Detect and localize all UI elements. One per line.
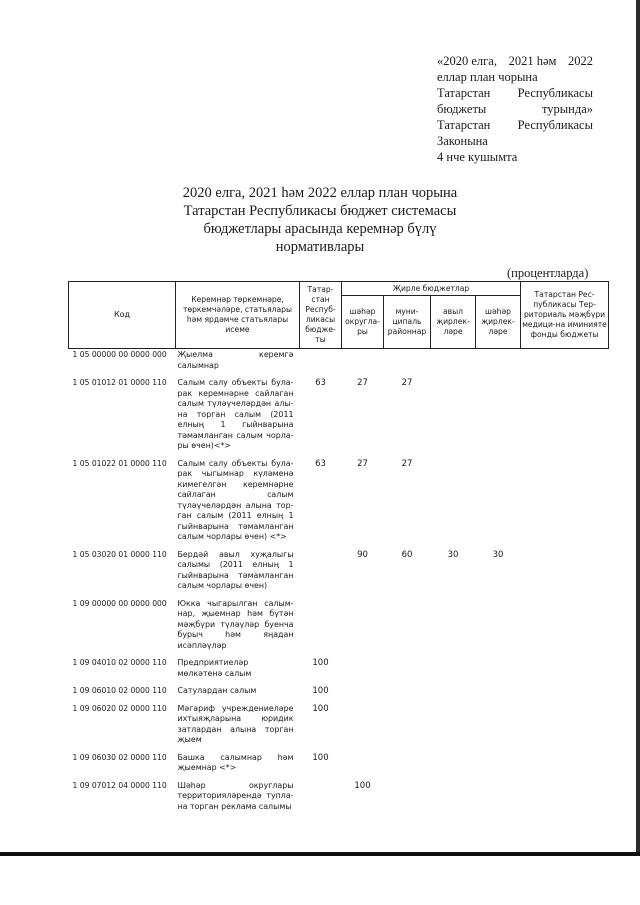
stamp-word: Республикасы xyxy=(517,118,593,132)
code-cell: 1 09 06020 02 0000 110 xyxy=(72,703,167,713)
municipal-value xyxy=(384,779,431,818)
stamp-line xyxy=(437,101,593,117)
name-cell: Бердәй авыл хуҗалыгы салымы (2011 елның 1 гыйнварына тәмамланган салым чорлары өчен) xyxy=(177,549,294,590)
rural-value xyxy=(431,684,476,702)
urban-value xyxy=(476,457,521,548)
urban-value xyxy=(476,751,521,779)
city-okrug-value xyxy=(342,751,384,779)
republic-value: 63 xyxy=(315,378,326,388)
title-line: 2020 елга, 2021 һәм 2022 еллар план чорына xyxy=(182,185,458,201)
medical-value xyxy=(521,597,609,657)
title-line: Татарстан Республикасы бюджет системасы xyxy=(183,203,457,219)
code-cell: 1 05 01012 01 0000 110 xyxy=(72,378,167,387)
header-republic-budget: Татар-стан Респуб-ликасы бюдже-ты xyxy=(300,282,342,349)
table-row xyxy=(69,376,609,457)
stamp-word: 2022 xyxy=(568,54,593,68)
urban-value xyxy=(476,779,521,818)
table-row xyxy=(69,779,609,818)
page-right-edge xyxy=(636,0,640,852)
city-okrug-value: 27 xyxy=(357,378,368,388)
republic-value xyxy=(300,779,342,818)
medical-value xyxy=(521,684,609,702)
urban-value xyxy=(476,702,521,751)
code-cell: 1 05 03020 01 0000 110 xyxy=(72,549,167,559)
medical-value xyxy=(521,349,609,377)
medical-value xyxy=(521,751,609,779)
urban-value xyxy=(476,597,521,657)
name-cell: Салым салу объекты була-рак чыгымнар күләменә кимегелгән керемнәрне сайлаган салым түләүчеләрдән алына тор-ган салым (2011 елның 1 гыйнварына тәмамланган салым чорлары өчен) <*> xyxy=(177,458,294,541)
name-cell: Шәһәр округлары территорияләрендә тупла-на торган реклама салымы xyxy=(177,780,294,811)
medical-value xyxy=(521,702,609,751)
stamp-word: «2020 елга, xyxy=(437,54,497,68)
budget-norms-table xyxy=(68,281,609,817)
table-row xyxy=(69,751,609,779)
municipal-value: 27 xyxy=(401,378,413,388)
medical-value xyxy=(521,376,609,457)
city-okrug-value: 27 xyxy=(357,458,368,469)
header-rural-settlements: авыл җирлек-ләре xyxy=(431,296,476,349)
city-okrug-value: 100 xyxy=(354,780,371,791)
republic-value: 100 xyxy=(312,658,329,668)
medical-value xyxy=(521,779,609,818)
rural-value xyxy=(431,656,476,684)
city-okrug-value xyxy=(342,597,384,657)
rural-value: 30 xyxy=(447,549,459,560)
code-cell: 1 05 01022 01 0000 110 xyxy=(72,458,167,468)
stamp-line xyxy=(437,133,593,149)
page-bottom-edge xyxy=(0,852,640,856)
table-row xyxy=(69,656,609,684)
stamp-word: Законына xyxy=(437,134,488,148)
municipal-value xyxy=(384,702,431,751)
header-code: Код xyxy=(69,282,176,349)
page-title xyxy=(150,184,490,256)
name-cell: Башка салымнар һәм җыемнар <*> xyxy=(177,752,294,772)
header-urban-settlements: шәһәр җирлек-ләре xyxy=(476,296,521,349)
municipal-value xyxy=(384,597,431,657)
rural-value xyxy=(431,597,476,657)
medical-value xyxy=(521,457,609,548)
municipal-value xyxy=(384,349,431,377)
city-okrug-value xyxy=(342,684,384,702)
name-cell: Юкка чыгарылган салым-нар, җыемнар һәм бүтән мәҗбүри түләүләр буенча бурыч һәм яңадан исәпләүләр xyxy=(177,598,294,650)
medical-value xyxy=(521,656,609,684)
title-line: нормативлары xyxy=(275,239,365,255)
rural-value xyxy=(431,376,476,457)
header-city-okrugs: шәһәр округла-ры xyxy=(342,296,384,349)
urban-value: 30 xyxy=(492,549,504,560)
table-row xyxy=(69,597,609,657)
municipal-value: 27 xyxy=(401,458,413,469)
urban-value xyxy=(476,376,521,457)
table-row xyxy=(69,702,609,751)
code-cell: 1 05 00000 00 0000 000 xyxy=(72,350,167,359)
rural-value xyxy=(431,779,476,818)
code-cell: 1 09 00000 00 0000 000 xyxy=(72,598,167,608)
municipal-value xyxy=(384,684,431,702)
municipal-value xyxy=(384,656,431,684)
header-medical-fund: Татарстан Рес-публикасы Тер-риториаль мәҗбүри медици-на иминияте фонды бюджеты xyxy=(521,282,609,349)
republic-value: 63 xyxy=(315,458,326,469)
name-cell: Җыелма керемгә салымнар xyxy=(177,350,294,370)
urban-value xyxy=(476,684,521,702)
stamp-word: 2021 һәм xyxy=(508,54,557,68)
medical-value xyxy=(521,548,609,597)
name-cell: Сатулардан салым xyxy=(177,686,257,695)
table-row xyxy=(69,457,609,548)
republic-value: 100 xyxy=(312,686,329,696)
unit-label: (процентларда) xyxy=(507,266,589,280)
stamp-word: бюджеты xyxy=(437,102,487,116)
law-annex-stamp xyxy=(437,53,593,165)
stamp-word: Татарстан xyxy=(437,118,491,132)
code-cell: 1 09 06030 02 0000 110 xyxy=(72,752,167,762)
municipal-value xyxy=(384,751,431,779)
table-row xyxy=(69,548,609,597)
code-cell: 1 09 07012 04 0000 110 xyxy=(72,780,167,790)
stamp-line xyxy=(437,53,593,69)
city-okrug-value xyxy=(342,349,384,377)
urban-value xyxy=(476,349,521,377)
stamp-line xyxy=(437,149,593,165)
stamp-line xyxy=(437,117,593,133)
rural-value xyxy=(431,457,476,548)
city-okrug-value: 90 xyxy=(357,549,368,560)
city-okrug-value xyxy=(342,702,384,751)
code-cell: 1 09 06010 02 0000 110 xyxy=(72,686,167,695)
header-municipal-districts: муни-ципаль районнар xyxy=(384,296,431,349)
republic-value: 100 xyxy=(312,703,329,714)
stamp-word: 4 нче кушымта xyxy=(437,150,518,164)
city-okrug-value xyxy=(342,656,384,684)
republic-value: 100 xyxy=(312,752,329,763)
stamp-word: Татарстан xyxy=(437,86,491,100)
stamp-word: турында» xyxy=(541,102,593,116)
rural-value xyxy=(431,751,476,779)
header-local-budgets: Җирле бюджетлар xyxy=(342,282,521,296)
header-name: Керемнәр төркемнәре, төркемчәләре, статьялары һәм ярдәмче статьялары исеме xyxy=(176,282,300,349)
rural-value xyxy=(431,349,476,377)
municipal-value: 60 xyxy=(401,549,413,560)
title-line: бюджетлары арасында керемнәр бүлү xyxy=(203,221,437,237)
republic-value xyxy=(300,548,342,597)
name-cell: Мәгариф учреждениеләре ихтыяҗларына юридик затлардан алына торган җыем xyxy=(177,703,294,744)
urban-value xyxy=(476,656,521,684)
name-cell: Предприятиеләр мөлкәтенә салым xyxy=(177,658,252,678)
name-cell: Салым салу объекты була-рак керемнәрне сайлаган салым түләүчеләрдән алы-на торган салым (2011 елның 1 гыйнварына тәмамланган салым чорла-ры өчен)<*> xyxy=(177,378,294,450)
code-cell: 1 09 04010 02 0000 110 xyxy=(72,658,167,667)
stamp-word: еллар план чорына xyxy=(437,70,538,84)
stamp-line xyxy=(437,85,593,101)
table-row xyxy=(69,349,609,377)
stamp-word: Республикасы xyxy=(517,86,593,100)
republic-value xyxy=(300,597,342,657)
rural-value xyxy=(431,702,476,751)
republic-value xyxy=(300,349,342,377)
table-row xyxy=(69,684,609,702)
stamp-line xyxy=(437,69,593,85)
